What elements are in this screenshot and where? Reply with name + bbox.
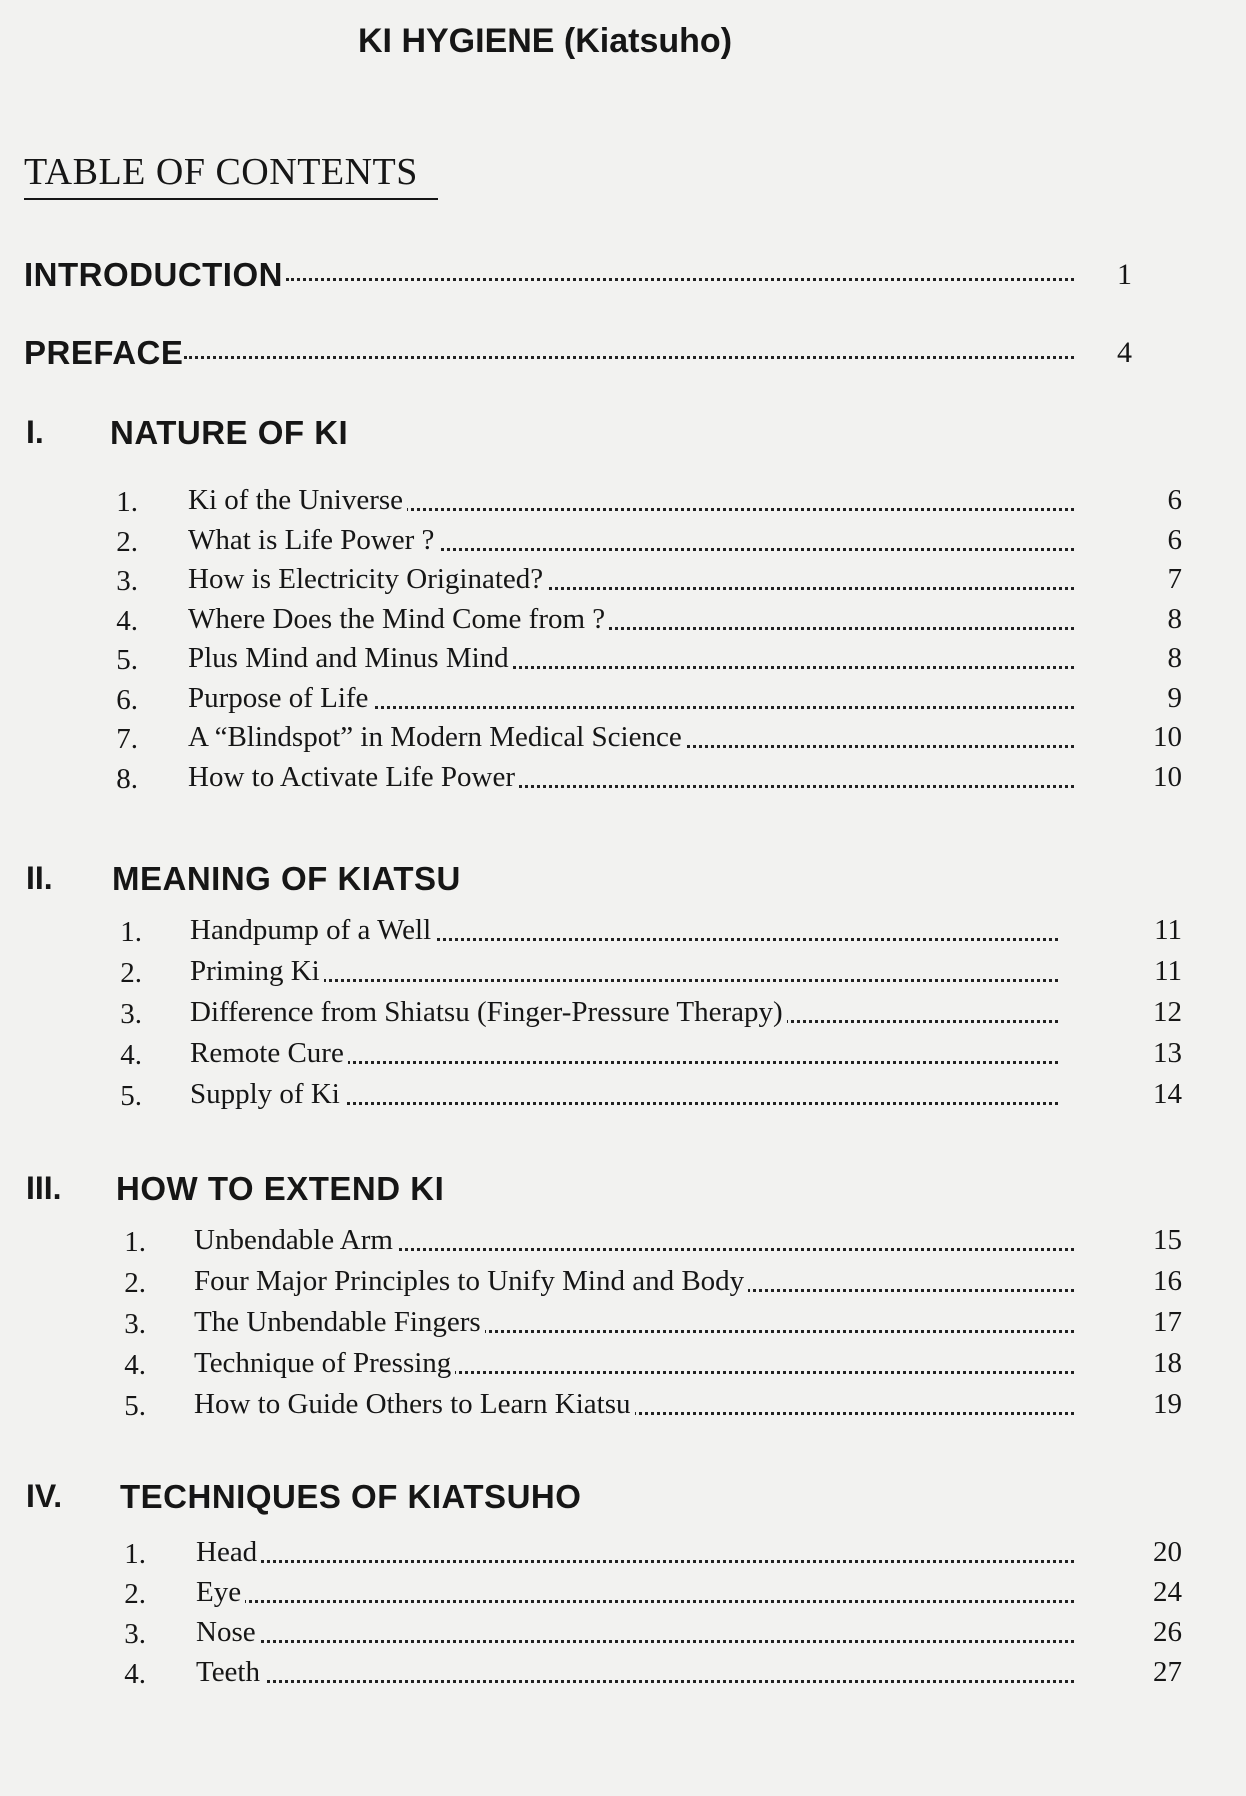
page-header: KI HYGIENE (Kiatsuho) <box>358 22 733 60</box>
entry-title: Difference from Shiatsu (Finger-Pressure Therapy) <box>190 996 787 1029</box>
dot-leader <box>196 1640 1074 1643</box>
toc-heading: TABLE OF CONTENTS <box>24 151 418 193</box>
page-number: 8 <box>1167 642 1182 674</box>
toc-entry[interactable] <box>0 1652 1200 1696</box>
toc-entry[interactable] <box>0 1572 1200 1616</box>
section-title: NATURE OF KI <box>110 414 349 451</box>
entry-number: 1. <box>124 1538 146 1570</box>
entry-title: Unbendable Arm <box>194 1224 397 1257</box>
entry-title: Remote Cure <box>190 1037 348 1070</box>
entry-title: Where Does the Mind Come from ? <box>188 603 609 636</box>
entry-title: Head <box>196 1536 261 1569</box>
page-number: 15 <box>1153 1224 1182 1256</box>
dot-leader <box>196 1600 1074 1603</box>
section-numeral: IV. <box>26 1478 63 1514</box>
entry-title: How to Activate Life Power <box>188 761 519 794</box>
toc-entry[interactable] <box>0 599 1200 643</box>
entry-title: How is Electricity Originated? <box>188 563 547 596</box>
page-number: 27 <box>1153 1656 1182 1688</box>
entry-title: Ki of the Universe <box>188 484 407 517</box>
page-number: 9 <box>1167 681 1182 714</box>
toc-entry[interactable] <box>0 638 1200 682</box>
entry-number: 2. <box>120 957 142 989</box>
section-numeral: II. <box>26 860 53 896</box>
entry-number: 2. <box>116 525 138 558</box>
dot-leader <box>286 278 1074 281</box>
entry-title: Purpose of Life <box>188 682 372 715</box>
section-title: MEANING OF KIATSU <box>112 860 461 897</box>
dot-leader <box>196 1560 1074 1563</box>
page-number: 18 <box>1153 1347 1182 1379</box>
entry-title: Plus Mind and Minus Mind <box>188 642 513 675</box>
toc-entry[interactable] <box>0 678 1200 722</box>
toc-entry[interactable] <box>0 717 1200 761</box>
toc-entry[interactable] <box>0 1612 1200 1656</box>
page-number: 6 <box>1167 484 1182 516</box>
entry-number: 4. <box>116 604 138 637</box>
entry-title: Supply of Ki <box>190 1078 344 1111</box>
page-number: 20 <box>1153 1536 1182 1568</box>
toc-entry[interactable] <box>0 1261 1200 1305</box>
dot-leader <box>196 1680 1074 1683</box>
entry-title: Handpump of a Well <box>190 914 435 947</box>
toc-entry[interactable] <box>0 1074 1200 1118</box>
entry-number: 1. <box>120 916 142 948</box>
section-title: TECHNIQUES OF KIATSUHO <box>120 1478 582 1515</box>
entry-title: Four Major Principles to Unify Mind and Body <box>194 1265 748 1298</box>
preface-entry[interactable] <box>24 330 1174 374</box>
page-number: 11 <box>1154 955 1182 987</box>
entry-title: Eye <box>196 1576 245 1609</box>
section-numeral: III. <box>26 1170 62 1206</box>
dot-leader <box>184 356 1074 359</box>
section-heading <box>0 1474 1150 1518</box>
toc-entry[interactable] <box>0 1384 1200 1428</box>
page-number: 4 <box>1117 336 1132 369</box>
page-number: 13 <box>1153 1037 1182 1069</box>
page-number: 10 <box>1153 721 1182 753</box>
entry-number: 8. <box>116 762 138 795</box>
page-number: 19 <box>1153 1388 1182 1420</box>
toc-entry[interactable] <box>0 951 1200 995</box>
page-number: 17 <box>1153 1306 1182 1338</box>
entry-title: Teeth <box>196 1656 264 1689</box>
entry-number: 3. <box>124 1618 146 1650</box>
page-number: 26 <box>1153 1616 1182 1648</box>
page-number: 16 <box>1153 1265 1182 1297</box>
page-number: 8 <box>1167 602 1182 635</box>
toc-entry[interactable] <box>0 910 1200 954</box>
toc-entry[interactable] <box>0 1343 1200 1387</box>
entry-number: 1. <box>116 486 138 518</box>
section-heading <box>0 410 1150 454</box>
entry-title: Nose <box>196 1616 260 1649</box>
intro-title: INTRODUCTION <box>24 256 283 293</box>
entry-number: 6. <box>116 683 138 716</box>
entry-number: 2. <box>124 1267 146 1299</box>
intro-entry[interactable] <box>24 252 1174 296</box>
entry-number: 7. <box>116 723 138 755</box>
entry-number: 3. <box>116 565 138 597</box>
page-number: 11 <box>1154 914 1182 946</box>
page-number: 24 <box>1153 1576 1182 1608</box>
entry-title: A “Blindspot” in Modern Medical Science <box>188 721 686 754</box>
entry-number: 5. <box>124 1390 146 1422</box>
section-title: HOW TO EXTEND KI <box>116 1170 445 1207</box>
entry-number: 3. <box>120 998 142 1030</box>
toc-entry[interactable] <box>0 757 1200 801</box>
section-heading <box>0 856 1150 900</box>
toc-heading-underline <box>24 198 438 200</box>
toc-entry[interactable] <box>0 480 1200 524</box>
entry-title: Priming Ki <box>190 955 324 988</box>
entry-number: 5. <box>116 644 138 676</box>
toc-entry[interactable] <box>0 559 1200 603</box>
toc-entry[interactable] <box>0 992 1200 1036</box>
entry-number: 5. <box>120 1080 142 1112</box>
preface-title: PREFACE <box>24 334 184 371</box>
toc-entry[interactable] <box>0 1302 1200 1346</box>
entry-number: 4. <box>124 1349 146 1381</box>
section-heading <box>0 1166 1150 1210</box>
entry-title: How to Guide Others to Learn Kiatsu <box>194 1388 635 1421</box>
entry-number: 4. <box>120 1039 142 1071</box>
entry-number: 4. <box>124 1658 146 1690</box>
toc-entry[interactable] <box>0 1220 1200 1264</box>
section-numeral: I. <box>26 414 44 450</box>
toc-entry[interactable] <box>0 520 1200 564</box>
toc-entry[interactable] <box>0 1532 1200 1576</box>
entry-number: 1. <box>124 1226 146 1258</box>
page-number: 6 <box>1167 523 1182 556</box>
page-number: 10 <box>1153 760 1182 793</box>
toc-entry[interactable] <box>0 1033 1200 1077</box>
page-number: 14 <box>1153 1078 1182 1110</box>
entry-number: 3. <box>124 1308 146 1340</box>
entry-title: The Unbendable Fingers <box>194 1306 485 1339</box>
page-number: 12 <box>1153 996 1182 1028</box>
entry-number: 2. <box>124 1578 146 1610</box>
entry-title: What is Life Power ? <box>188 524 438 557</box>
page-number: 7 <box>1167 563 1182 595</box>
entry-title: Technique of Pressing <box>194 1347 455 1380</box>
page-number: 1 <box>1117 258 1132 291</box>
